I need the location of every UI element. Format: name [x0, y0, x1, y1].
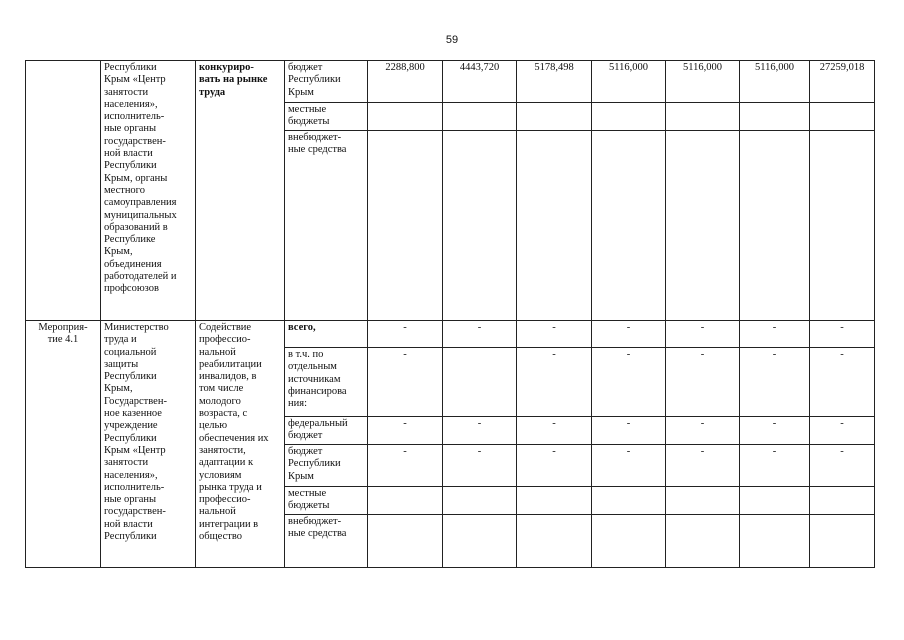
event-cell: Мероприя- тие 4.1	[26, 321, 101, 568]
value-cell	[810, 103, 875, 131]
value-cell: -	[368, 445, 443, 487]
source-cell: бюджет Республики Крым	[285, 445, 368, 487]
value-cell: -	[810, 445, 875, 487]
value-cell: -	[443, 321, 517, 348]
value-cell	[443, 131, 517, 321]
value-cell	[517, 103, 592, 131]
value-cell	[666, 131, 740, 321]
value-cell	[443, 103, 517, 131]
value-cell	[592, 487, 666, 515]
financing-table	[25, 60, 875, 568]
value-cell: -	[443, 445, 517, 487]
value-cell: 27259,018	[810, 61, 875, 103]
value-cell	[740, 103, 810, 131]
source-cell: местные бюджеты	[285, 103, 368, 131]
source-cell: внебюджет- ные средства	[285, 131, 368, 321]
value-cell	[810, 131, 875, 321]
value-cell	[443, 515, 517, 568]
event-cell-empty	[26, 61, 101, 321]
value-cell	[592, 131, 666, 321]
value-cell	[740, 515, 810, 568]
value-cell: -	[368, 348, 443, 417]
value-cell	[740, 131, 810, 321]
value-cell: -	[810, 348, 875, 417]
value-cell: -	[666, 348, 740, 417]
value-cell: -	[517, 321, 592, 348]
value-cell: -	[592, 445, 666, 487]
value-cell	[368, 131, 443, 321]
value-cell: -	[740, 348, 810, 417]
value-cell	[443, 348, 517, 417]
source-cell: всего,	[285, 321, 368, 348]
value-cell: -	[740, 321, 810, 348]
value-cell	[666, 103, 740, 131]
executor-cell: Министерство труда и социальной защиты Республики Крым, Государствен- ное казенное учреждение Республики Крым «Центр занятости населения», исполнитель- ные органы государствен- ной власти Республики	[101, 321, 196, 568]
value-cell	[740, 487, 810, 515]
value-cell: -	[517, 417, 592, 445]
value-cell: -	[368, 417, 443, 445]
value-cell: -	[592, 417, 666, 445]
source-cell: местные бюджеты	[285, 487, 368, 515]
value-cell: -	[810, 417, 875, 445]
value-cell: 2288,800	[368, 61, 443, 103]
value-cell: -	[666, 417, 740, 445]
value-cell: -	[810, 321, 875, 348]
value-cell	[443, 487, 517, 515]
value-cell	[368, 515, 443, 568]
goal-cell: Содействие профессио- нальной реабилитации инвалидов, в том числе молодого возраста, с целью обеспечения их занятости, адаптации к условиям рынка труда и профессио- нальной интеграции в общество	[196, 321, 285, 568]
value-cell	[810, 487, 875, 515]
value-cell: -	[592, 321, 666, 348]
source-cell: внебюджет- ные средства	[285, 515, 368, 568]
value-cell	[592, 103, 666, 131]
value-cell	[517, 131, 592, 321]
value-cell: 5116,000	[740, 61, 810, 103]
value-cell	[666, 487, 740, 515]
source-cell: в т.ч. по отдельным источникам финансирова ния:	[285, 348, 368, 417]
value-cell	[517, 487, 592, 515]
value-cell	[592, 515, 666, 568]
value-cell	[368, 103, 443, 131]
value-cell: -	[740, 445, 810, 487]
value-cell: -	[740, 417, 810, 445]
page-number: 59	[445, 34, 459, 46]
value-cell: -	[666, 321, 740, 348]
value-cell	[368, 487, 443, 515]
value-cell	[666, 515, 740, 568]
value-cell: -	[592, 348, 666, 417]
value-cell: 5116,000	[666, 61, 740, 103]
value-cell	[517, 515, 592, 568]
source-cell: федеральный бюджет	[285, 417, 368, 445]
value-cell: -	[517, 445, 592, 487]
value-cell	[810, 515, 875, 568]
goal-cell: конкуриро- вать на рынке труда	[196, 61, 285, 321]
value-cell: -	[517, 348, 592, 417]
executor-cell: Республики Крым «Центр занятости населения», исполнитель- ные органы государствен- ной власти Республики Крым, органы местного самоуправления муниципальных образований в Республике Крым, объединения работодателей и профсоюзов	[101, 61, 196, 321]
value-cell: -	[443, 417, 517, 445]
value-cell: -	[666, 445, 740, 487]
value-cell: -	[368, 321, 443, 348]
source-cell: бюджет Республики Крым	[285, 61, 368, 103]
value-cell: 5178,498	[517, 61, 592, 103]
value-cell: 5116,000	[592, 61, 666, 103]
value-cell: 4443,720	[443, 61, 517, 103]
